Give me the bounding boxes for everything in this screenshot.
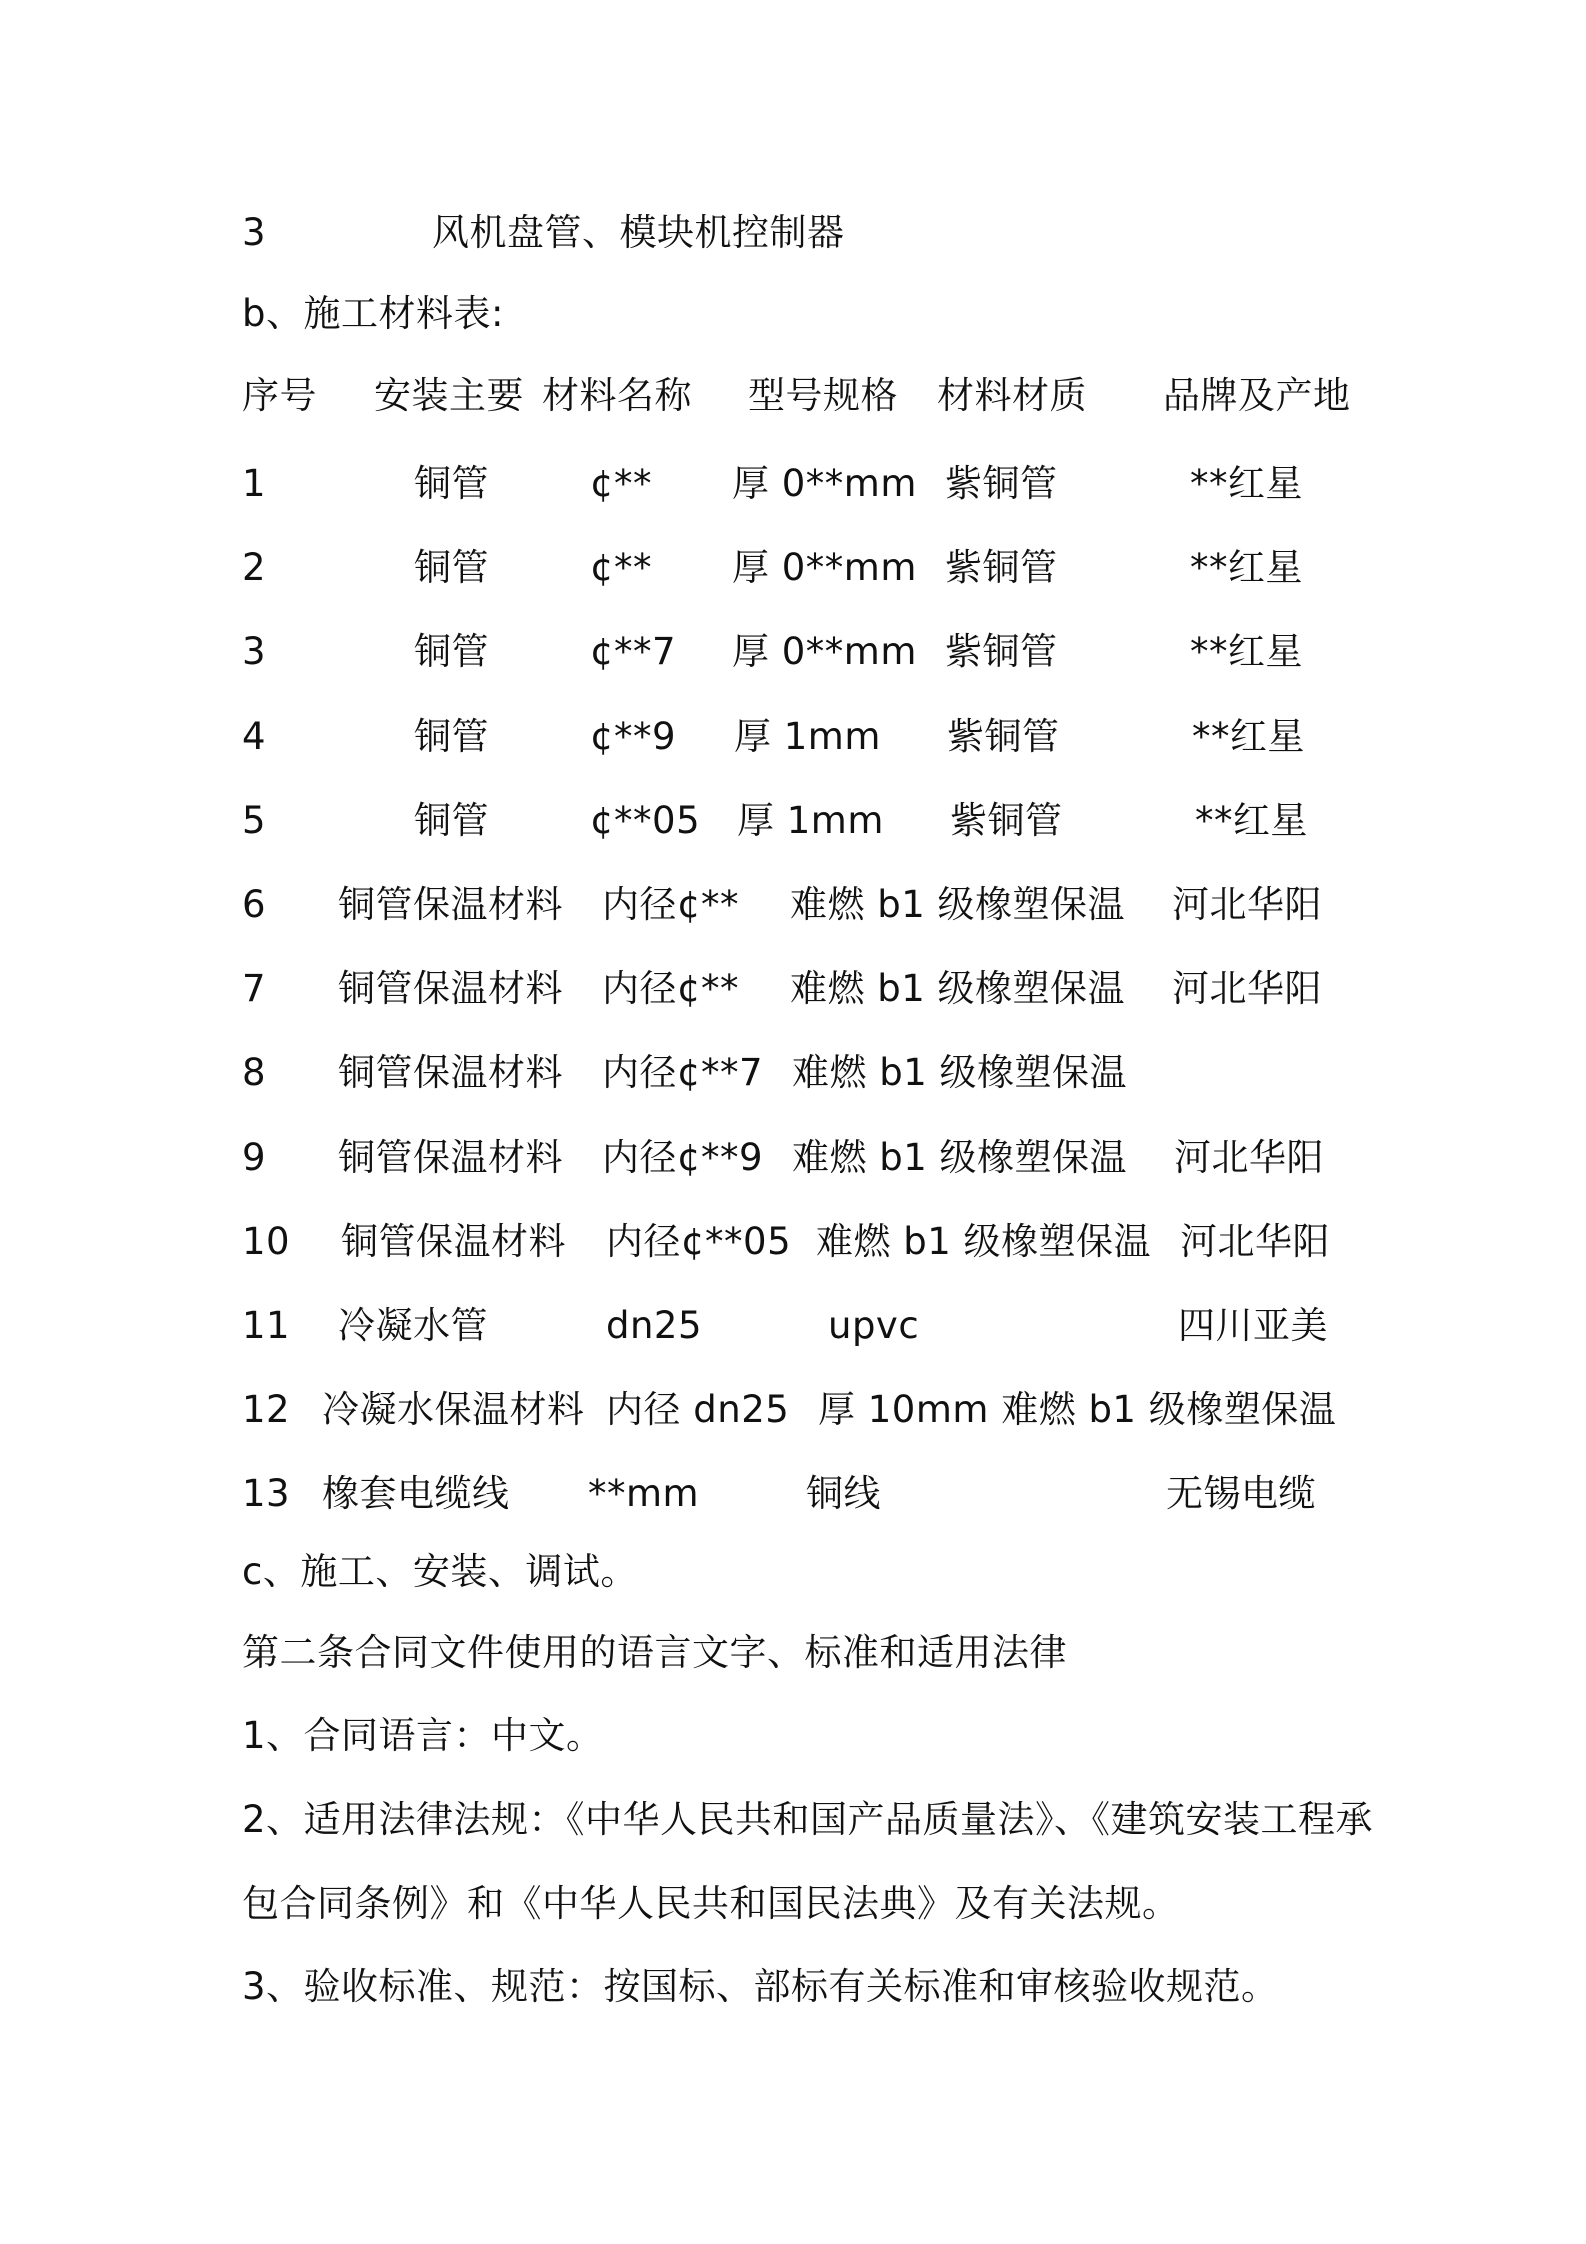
row-name: 铜管保温材料 <box>338 967 563 1010</box>
row-brand: 河北华阳 <box>1174 1136 1324 1179</box>
row-brand: 河北华阳 <box>1172 883 1322 926</box>
row-no: 10 <box>242 1220 291 1263</box>
header-install: 安装主要 <box>374 374 524 417</box>
row-brand: **红星 <box>1190 462 1303 505</box>
row-brand: **红星 <box>1192 715 1305 758</box>
row-brand: 河北华阳 <box>1180 1220 1330 1263</box>
row-name: 铜管保温材料 <box>341 1220 566 1263</box>
header-brand: 品牌及产地 <box>1163 374 1351 417</box>
row-material: 厚 10mm 难燃 b1 级橡塑保温 <box>818 1388 1337 1431</box>
header-no: 序号 <box>242 374 317 417</box>
row-material: 难燃 b1 级橡塑保温 <box>816 1220 1152 1263</box>
row-no: 9 <box>242 1136 267 1179</box>
row-material: 紫铜管 <box>950 799 1063 842</box>
row-no: 3 <box>242 630 267 673</box>
row-spec: 内径¢**7 <box>602 1051 764 1094</box>
row-spec: 内径¢** <box>602 883 740 926</box>
row-spec: ¢** <box>590 546 653 589</box>
row-spec: **mm <box>588 1472 700 1515</box>
row-name: 铜管 <box>414 630 489 673</box>
row-spec: 内径¢**9 <box>602 1136 764 1179</box>
row-spec: ¢**7 <box>590 630 677 673</box>
clause-2-line-2: 包合同条例》和《中华人民共和国民法典》及有关法规。 <box>242 1882 1180 1925</box>
row-thickness: 厚 1mm <box>734 715 881 758</box>
row-material: upvc <box>828 1304 920 1347</box>
row-material: 紫铜管 <box>945 546 1058 589</box>
row-no: 5 <box>242 799 267 842</box>
intro-item-text: 风机盘管、模块机控制器 <box>432 211 845 254</box>
row-material: 紫铜管 <box>945 462 1058 505</box>
clause-1: 1、合同语言：中文。 <box>242 1714 604 1757</box>
row-brand: **红星 <box>1190 546 1303 589</box>
row-no: 13 <box>242 1472 291 1515</box>
row-material: 铜线 <box>806 1472 881 1515</box>
row-brand: 无锡电缆 <box>1166 1472 1316 1515</box>
header-spec: 型号规格 <box>748 374 898 417</box>
row-name: 铜管 <box>414 546 489 589</box>
row-spec: 内径¢**05 <box>606 1220 792 1263</box>
row-name: 冷凝水保温材料 <box>322 1388 585 1431</box>
row-spec: ¢** <box>590 462 653 505</box>
row-material: 难燃 b1 级橡塑保温 <box>792 1051 1128 1094</box>
row-no: 11 <box>242 1304 291 1347</box>
clause-2-line-1: 2、适用法律法规：《中华人民共和国产品质量法》、《建筑安装工程承 <box>242 1798 1374 1841</box>
row-spec: ¢**05 <box>590 799 701 842</box>
row-no: 1 <box>242 462 267 505</box>
row-thickness: 厚 0**mm <box>732 462 917 505</box>
row-no: 12 <box>242 1388 291 1431</box>
row-spec: 内径 dn25 <box>606 1388 790 1431</box>
row-spec: 内径¢** <box>602 967 740 1010</box>
row-thickness: 厚 0**mm <box>732 546 917 589</box>
row-no: 6 <box>242 883 267 926</box>
row-thickness: 厚 0**mm <box>732 630 917 673</box>
intro-item-number: 3 <box>242 211 267 254</box>
section-c: c、施工、安装、调试。 <box>242 1550 638 1593</box>
row-no: 8 <box>242 1051 267 1094</box>
clause-3: 3、验收标准、规范：按国标、部标有关标准和审核验收规范。 <box>242 1965 1279 2008</box>
row-name: 橡套电缆线 <box>322 1472 510 1515</box>
row-name: 铜管 <box>414 799 489 842</box>
header-material: 材料材质 <box>937 374 1087 417</box>
section-b-title: b、施工材料表: <box>242 292 504 335</box>
row-spec: ¢**9 <box>590 715 677 758</box>
row-material: 难燃 b1 级橡塑保温 <box>792 1136 1128 1179</box>
row-material: 难燃 b1 级橡塑保温 <box>790 883 1126 926</box>
row-no: 7 <box>242 967 267 1010</box>
row-thickness: 厚 1mm <box>737 799 884 842</box>
row-name: 铜管保温材料 <box>338 1136 563 1179</box>
row-spec: dn25 <box>606 1304 703 1347</box>
row-material: 紫铜管 <box>945 630 1058 673</box>
row-brand: 四川亚美 <box>1178 1304 1328 1347</box>
row-brand: 河北华阳 <box>1172 967 1322 1010</box>
header-name: 材料名称 <box>542 374 692 417</box>
row-brand: **红星 <box>1195 799 1308 842</box>
row-material: 紫铜管 <box>947 715 1060 758</box>
row-brand: **红星 <box>1190 630 1303 673</box>
row-name: 冷凝水管 <box>338 1304 488 1347</box>
row-no: 2 <box>242 546 267 589</box>
row-name: 铜管 <box>414 462 489 505</box>
row-no: 4 <box>242 715 267 758</box>
article-2-title: 第二条合同文件使用的语言文字、标准和适用法律 <box>242 1631 1067 1674</box>
row-material: 难燃 b1 级橡塑保温 <box>790 967 1126 1010</box>
row-name: 铜管保温材料 <box>338 1051 563 1094</box>
row-name: 铜管 <box>414 715 489 758</box>
row-name: 铜管保温材料 <box>338 883 563 926</box>
